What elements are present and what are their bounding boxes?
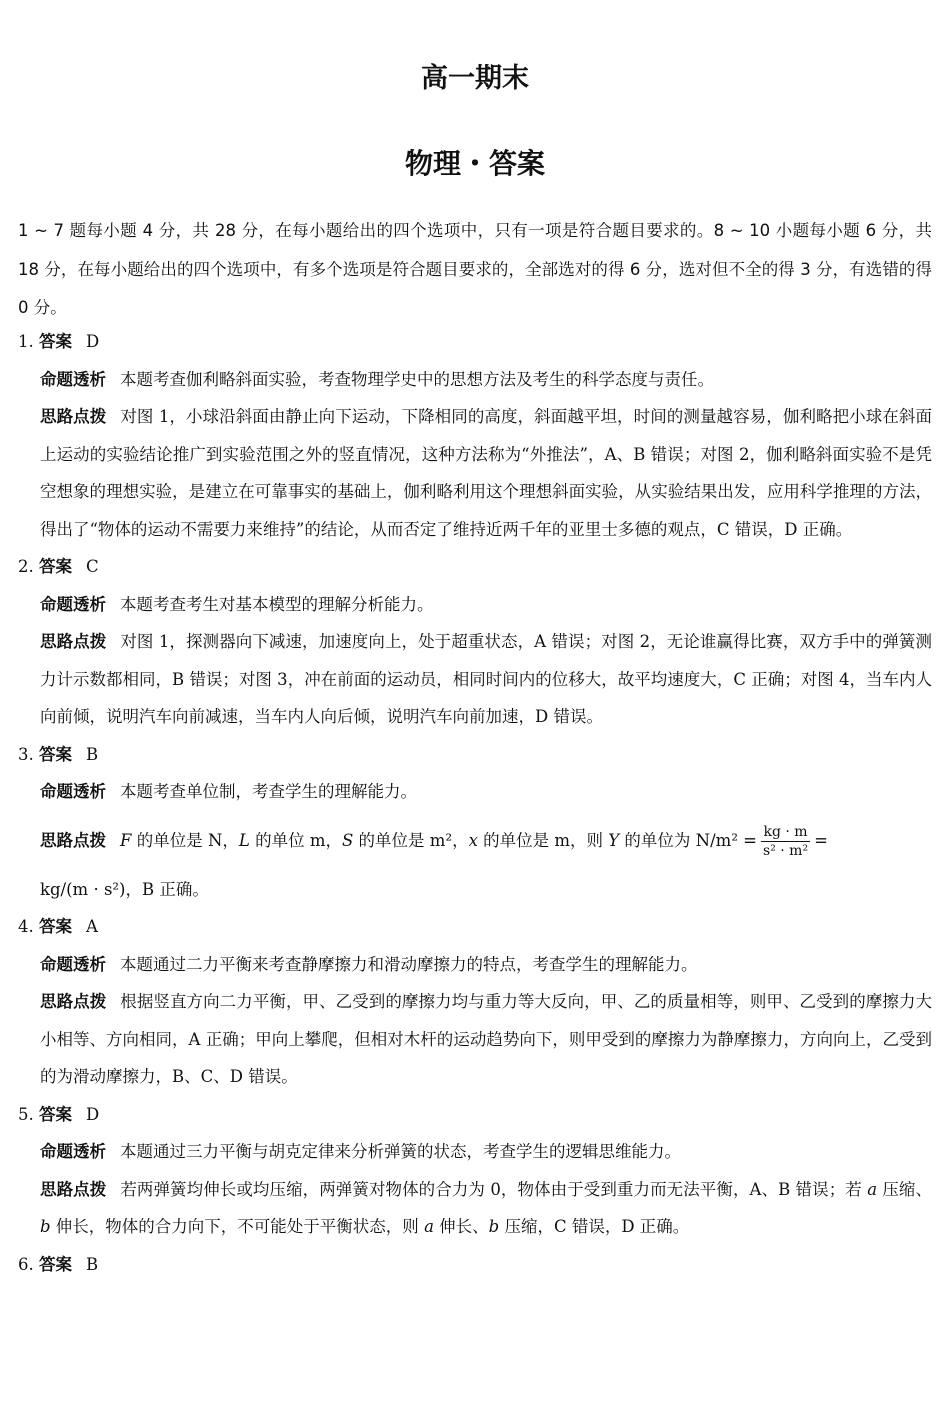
question-1-hint [18,398,932,548]
question-number: 1. [18,332,34,351]
question-6-answer [18,1246,932,1284]
exam-title: 高一期末 [421,63,529,94]
var-l: L [238,830,250,850]
question-4-purpose [18,946,932,984]
answer-value: B [86,1254,99,1274]
answer-value: C [86,557,99,576]
question-number: 3. [18,744,34,764]
hint-label: 思路点拨 [40,992,107,1011]
question-2-purpose [18,586,932,624]
fraction-denominator: s² · m² [763,842,809,859]
answer-value: D [86,1104,100,1124]
purpose-label: 命题透析 [40,782,106,801]
question-5-hint [18,1171,932,1246]
hint-label: 思路点拨 [40,1179,107,1199]
question-2-answer [18,548,932,586]
question-3-answer [18,736,932,774]
question-number: 4. [18,917,34,936]
question-2-hint [18,623,932,736]
unit-fraction [761,823,810,860]
hint-text: 的单位 m， [249,830,342,850]
var-a: a [867,1179,878,1199]
hint-text: 的单位为 N/m² = [619,830,758,850]
hint-text: 压缩，C 错误，D 正确。 [499,1217,690,1236]
question-4-answer [18,908,932,946]
answer-label: 答案 [39,917,72,936]
question-1-answer [18,323,932,361]
hint-text: 伸长，物体的合力向下，不可能处于平衡状态，则 [50,1217,425,1236]
hint-text: 对图 1，探测器向下减速，加速度向上，处于超重状态，A 错误；对图 2，无论谁赢得比赛，双方手中的弹簧测力计示数都相同，B 错误；对图 3，冲在前面的运动员，相同时间内的位移大，故平均速度大，C 正确；对图 4，当车内人向前倾，说明汽车向前减速，当车内人向后倾，说明汽车向前加速，D 错误。 [40,632,932,726]
var-b: b [40,1217,51,1236]
answer-label: 答案 [39,1104,72,1124]
question-3-hint-tail: kg/(m · s²)，B 正确。 [40,879,209,899]
hint-label: 思路点拨 [40,407,107,426]
subject-title: 物理・答案 [404,147,545,180]
purpose-text: 本题通过三力平衡与胡克定律来分析弹簧的状态，考查学生的逻辑思维能力。 [120,1142,681,1161]
purpose-text: 本题通过二力平衡来考查静摩擦力和滑动摩擦力的特点，考查学生的理解能力。 [120,954,698,974]
question-3-purpose [18,773,932,811]
purpose-label: 命题透析 [40,954,106,974]
hint-text: 根据竖直方向二力平衡，甲、乙受到的摩擦力均与重力等大反向，甲、乙的质量相等，则甲、乙受到的摩擦力大小相等、方向相同，A 正确；甲向上攀爬，但相对木杆的运动趋势向下，则甲受到的摩擦力为静摩擦力，方向向上，乙受到的为滑动摩擦力，B、C、D 错误。 [40,992,933,1086]
question-number: 6. [18,1254,34,1274]
question-number: 5. [18,1104,34,1124]
purpose-label: 命题透析 [40,1142,106,1161]
hint-text: 的单位是 N， [131,830,239,850]
fraction-numerator: kg · m [761,823,810,842]
answer-label: 答案 [39,557,72,576]
hint-text: 的单位是 m²， [353,830,469,850]
answer-value: A [86,917,98,936]
answer-value: B [86,744,99,764]
answer-label: 答案 [39,744,72,764]
hint-text: 伸长、 [433,1217,489,1236]
question-number: 2. [18,557,34,576]
question-5-answer [18,1096,932,1134]
equals-sign: = [814,830,828,850]
var-s: S [342,830,354,850]
hint-text: 压缩、 [877,1179,933,1199]
answer-label: 答案 [39,332,72,351]
purpose-label: 命题透析 [40,369,106,389]
purpose-label: 命题透析 [40,594,106,614]
hint-label: 思路点拨 [40,830,106,850]
answer-value: D [86,332,100,351]
scoring-instructions: 1 ~ 7 题每小题 4 分，共 28 分，在每小题给出的四个选项中，只有一项是符合题目要求的。8 ~ 10 小题每小题 6 分，共 18 分，在每小题给出的四个选项中，有多个选项是符合题目要求的，全部选对的得 6 分，选对但不全的得 3 分，有选错的得 0 分。 [18,221,932,317]
question-1-purpose [18,361,932,399]
purpose-text: 本题考查单位制，考查学生的理解能力。 [120,782,417,801]
answer-label: 答案 [39,1254,72,1274]
var-a: a [424,1217,434,1236]
var-x: x [468,830,478,850]
answer-list [18,323,932,1283]
purpose-text: 本题考查考生对基本模型的理解分析能力。 [120,594,434,614]
question-4-hint [18,983,932,1096]
purpose-text: 本题考查伽利略斜面实验，考查物理学史中的思想方法及考生的科学态度与责任。 [120,369,714,389]
question-5-purpose [18,1133,932,1171]
var-y: Y [608,830,620,850]
hint-label: 思路点拨 [40,632,107,651]
hint-text: 若两弹簧均伸长或均压缩，两弹簧对物体的合力为 0，物体由于受到重力而无法平衡，A、B 错误；若 [120,1179,868,1199]
var-f: F [120,830,132,850]
hint-text: 对图 1，小球沿斜面由静止向下运动，下降相同的高度，斜面越平坦，时间的测量越容易，伽利略把小球在斜面上运动的实验结论推广到实验范围之外的竖直情况，这种方法称为“外推法”，A、B 错误；对图 2，伽利略斜面实验不是凭空想象的理想实验，是建立在可靠事实的基础上，伽利略利用这个理想斜面实验，从实验结果出发，应用科学推理的方法，得出了“物体的运动不需要力来维持”的结论，从而否定了维持近两千年的亚里士多德的观点，C 错误，D 正确。 [40,407,933,539]
hint-text: 的单位是 m，则 [477,830,609,850]
question-3-hint [18,811,932,871]
var-b: b [488,1217,500,1236]
